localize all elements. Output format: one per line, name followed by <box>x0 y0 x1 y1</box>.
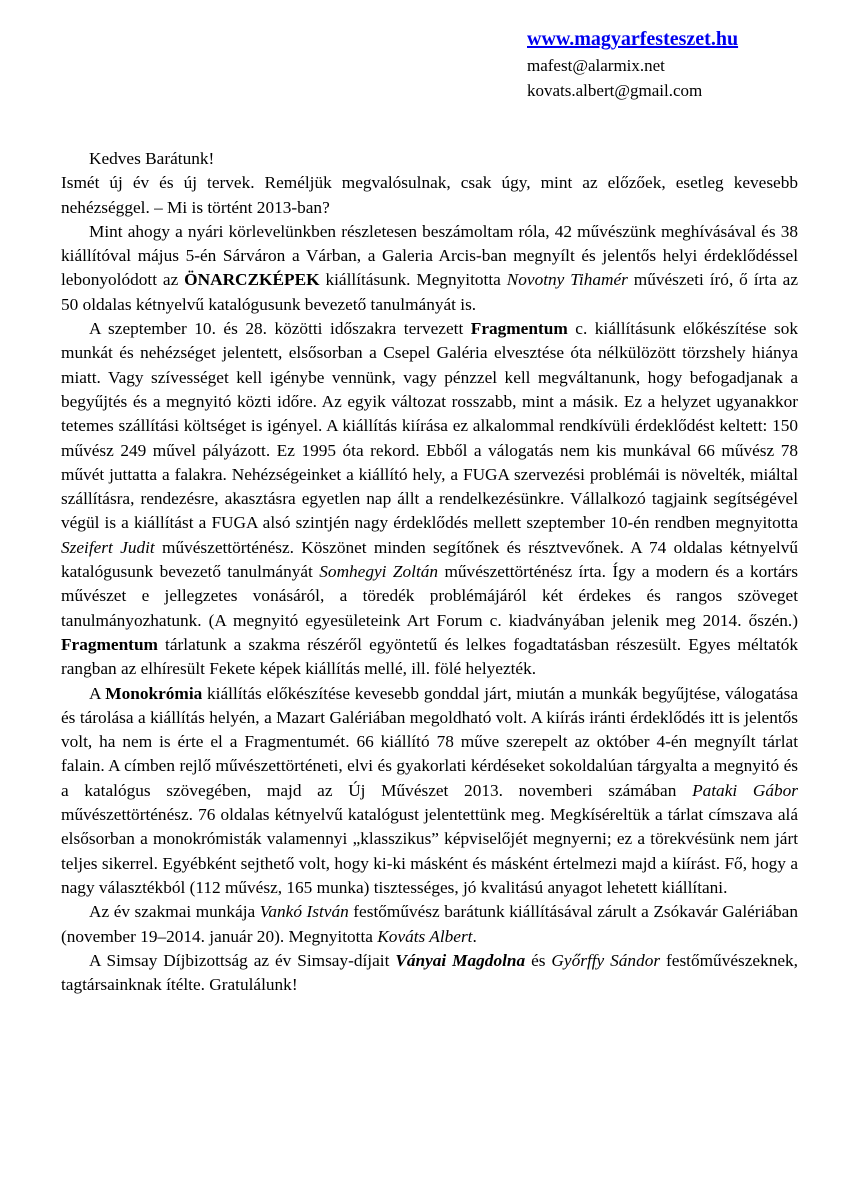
email-address-secondary: kovats.albert@gmail.com <box>527 81 703 100</box>
letter-body <box>61 147 798 997</box>
awardee-name: Ványai Magdolna <box>395 950 526 970</box>
text-run: A <box>89 683 106 703</box>
text-run: művészettörténész írta. Így a modern és a kortárs művészet e jellegzetes vonásáról, a töredék problémájáról két érdekes és rangos szöveget tanulmányozhatunk. (A megnyitó egyesületeink Art Forum c. kiadványában jelenik meg 2014. őszén.) <box>61 562 799 630</box>
paragraph-vanko <box>61 900 798 949</box>
person-name: Somhegyi Zoltán <box>319 562 439 582</box>
person-name: Novotny Tihamér <box>506 270 628 290</box>
text-run: tárlatunk a szakma részéről egyöntetű és lelkes fogadtatásban részesült. Egyes méltatók rangban az elhíresült Fekete képek kiállítás mellé, ill. fölé helyezték. <box>61 634 798 679</box>
text-run: Mint ahogy a nyári körlevelünkben részletesen beszámoltam róla, 42 művészünk meghívásával és 38 kiállítóval május 5-én Sárváron a Várban, a Galeria Arcis-ban megnyílt és jelentős helyi érdeklődéssel lebonyolódott az <box>61 221 798 290</box>
person-name: Vankó István <box>259 902 349 922</box>
website-link[interactable]: www.magyarfesteszet.hu <box>527 28 739 50</box>
person-name: Pataki Gábor <box>692 780 798 800</box>
exhibition-title-onarczkepek: ÖNARCZKÉPEK <box>184 270 320 290</box>
letterhead <box>527 26 738 103</box>
email-address-primary: mafest@alarmix.net <box>527 56 665 75</box>
text-run: A Simsay Díjbizottság az év Simsay-díjait <box>89 950 396 970</box>
person-name: Kováts Albert <box>377 926 473 946</box>
exhibition-title-fragmentum: Fragmentum <box>470 319 568 339</box>
text-run: művészettörténész. 76 oldalas kétnyelvű katalógust jelentettünk meg. Megkíséreltük a tárlat címszava alá elsősorban a monokrómisták valamennyi „klasszikus” képviselőjét megnyerni; ez a törekvésünk nem járt teljes sikerrel. Egyébként sejthető volt, hogy ki-ki másként és másként értelmezi majd a kiírást. Fő, hogy a nagy választékból (112 művész, 165 munka) tisztességes, jó kvalitású anyagot lehetett kiállítani. <box>61 805 798 897</box>
text-run: kiállításunk. Megnyitotta <box>319 270 507 290</box>
text-run: és <box>525 950 552 970</box>
paragraph-monokromia <box>61 682 798 901</box>
salutation: Kedves Barátunk! <box>89 149 215 168</box>
text-run: művészeti író, ő írta az 50 oldalas kétnyelvű katalógusunk bevezető tanulmányát is. <box>61 270 799 314</box>
text-run: kiállítás előkészítése kevesebb gonddal járt, miután a munkák begyűjtése, válogatása és tárolása a kiállítás helyén, a Mazart Galériában megoldható volt. A kiírás iránti érdeklődés itt is jelentős volt, ha nem is érte el a Fragmentumét. 66 kiállító 78 műve szerepelt az október 4-én megnyílt tárlat falain. A címben rejlő művészettörténeti, elvi és gyakorlati kérdéseket sokoldalúan tárgyalta a megnyitó és a katalógus szövegében, majd az Új Művészet 2013. novemberi számában <box>61 683 798 800</box>
paragraph-simsay-award <box>61 949 798 998</box>
text-run: . <box>472 926 477 946</box>
text-run: művészettörténész. Köszönet minden segítőnek és résztvevőnek. A 74 oldalas kétnyelvű katalógusunk bevezető tanulmányát <box>61 537 798 582</box>
person-name: Szeifert Judit <box>61 537 155 557</box>
paragraph-fragmentum <box>61 317 798 681</box>
text-run: c. kiállításunk előkészítése sok munkát és nehézséget jelentett, elsősorban a Csepel Galéria elvesztése óta nélkülözött törzshely hiánya miatt. Vagy szívességet kell igénybe vennünk, vagy pénzzel kell megváltanunk, hogy befogadjanak a begyűjtés és a megnyitó közti időre. Az egyik változat rosszabb, mint a másik. Ez a helyzet ugyanakkor tetemes szállítási költséget is igényel. A kiállítás kiírása ez alkalommal rendkívüli érdeklődést keltett: 150 művész 249 művel pályázott. Ez 1995 óta rekord. Ebből a válogatás nem kis munkával 66 művész 78 művét juttatta a falakra. Nehézségeinket a kiállító hely, a FUGA szervezési problémái is növelték, miáltal szállításra, rendezésre, akasztásra egyetlen nap állt a rendelkezésünkre. Vállalkozó tagjaink segítségével végül is a kiállítást a FUGA alsó szintjén nagy érdeklődés mellett szeptember 10-én rendben megnyitotta <box>61 319 798 533</box>
text-run: festőművész barátunk kiállításával zárult a Zsókavár Galériában (november 19–2014. január 20). Megnyitotta <box>61 902 798 946</box>
text-run: Az év szakmai munkája <box>89 902 260 922</box>
paragraph-onarczkepek <box>61 220 798 317</box>
exhibition-title-fragmentum: Fragmentum <box>61 634 158 654</box>
intro-paragraph: Ismét új év és új tervek. Reméljük megvalósulnak, csak úgy, mint az előzőek, esetleg kevesebb nehézséggel. – Mi is történt 2013-ban? <box>61 173 798 217</box>
exhibition-title-monokromia: Monokrómia <box>105 683 203 703</box>
text-run: festőművészeknek, tagtársainknak ítélte. Gratulálunk! <box>61 950 798 995</box>
text-run: A szeptember 10. és 28. közötti időszakra tervezett <box>89 319 471 339</box>
awardee-name: Győrffy Sándor <box>551 950 661 970</box>
